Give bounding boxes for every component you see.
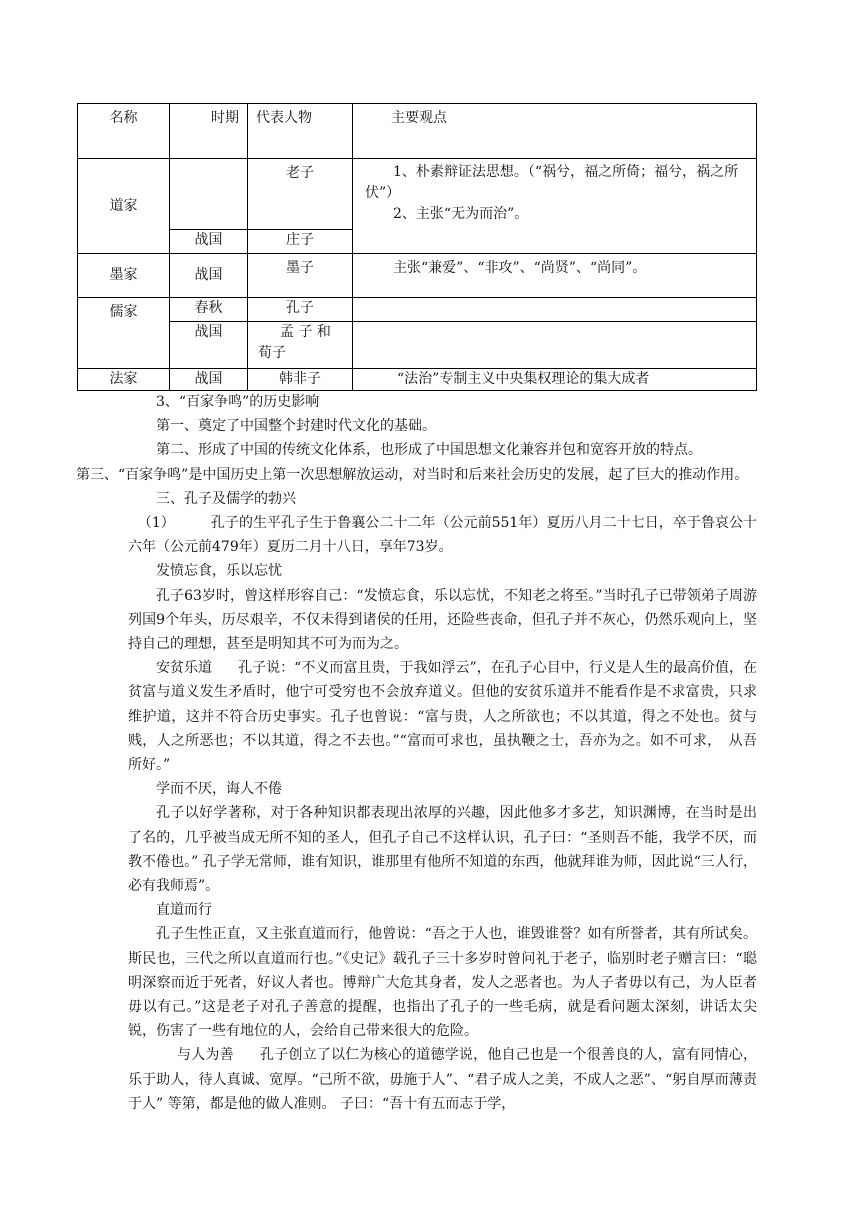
- school-daojia: 道家: [78, 159, 170, 254]
- school-mojia: 墨家: [78, 254, 170, 298]
- views-mengxun: [353, 322, 757, 369]
- views-mojia: 主张“兼爱”、“非攻”、“尚贤”、“尚同”。: [353, 254, 757, 298]
- paragraph: 孔子生性正直，又主张直道而行，他曾说：“吾之于人也，谁毁谁誉？如有所誉者，其有所试矣。斯民也，三代之所以直道而行也。”《史记》载孔子三十多岁时曾问礼于老子，临别时老子赠言曰：“聪明深察而近于死者，好议人者也。博辩广大危其身者，发人之恶者也。为人子者毋以有己，为人臣者毋以有己。”这是老子对孔子善意的提醒，也指出了孔子的一些毛病，就是看问题太深刻，讲话太尖锐，伤害了一些有地位的人，会给自己带来很大的危险。: [128, 926, 757, 1040]
- schools-table: [77, 103, 757, 391]
- view-dialectics: 1、朴素辩证法思想。（“祸兮，福之所倚；福兮，祸之所伏”）: [365, 164, 739, 201]
- subheading-inline: 安贫乐道: [156, 660, 213, 677]
- table-header-row: [78, 104, 757, 159]
- period-zhuangzi: 战国: [170, 230, 248, 254]
- views-fajia: “法治”专制主义中央集权理论的集大成者: [353, 369, 757, 391]
- views-daojia: [353, 159, 757, 254]
- figure-mengxun-line1: 孟 子 和: [280, 324, 331, 340]
- figure-kongzi: 孔子: [248, 298, 353, 322]
- paragraph: 第二、形成了中国的传统文化体系，也形成了中国思想文化兼容并包和宽容开放的特点。: [156, 442, 702, 459]
- figure-zhuangzi: 庄子: [248, 230, 353, 254]
- paragraph: 与人为善 孔子创立了以仁为核心的道德学说，他自己也是一个很善良的人，富有同情心，乐于助人，待人真诚、宽厚。“己所不欲，毋施于人”、“君子成人之美，不成人之恶”、“躬自厚而薄责于人” 等第，都是他的做人准则。 子曰：“吾十有五而志于学，: [128, 1047, 758, 1112]
- subheading: 直道而行: [156, 902, 212, 919]
- figure-hanfeizi: 韩非子: [248, 369, 353, 391]
- figure-mengxun-line2: 荀子: [258, 345, 286, 361]
- paragraph: 孔子以好学著称，对于各种知识都表现出浓厚的兴趣，因此他多才多艺，知识渊博，在当时是出了名的，几乎被当成无所不知的圣人，但孔子自己不这样认识，孔子曰：“圣则吾不能，我学不厌，而教不倦也。” 孔子学无常师，谁有知识，谁那里有他所不知道的东西，他就拜谁为师，因此说“三人行，必有我师焉”。: [128, 805, 757, 895]
- item-label: （1）: [137, 515, 175, 532]
- table-row: [78, 298, 757, 322]
- header-period: 时期: [170, 104, 248, 159]
- period-mengxun: 战国: [170, 322, 248, 369]
- table-row: [78, 369, 757, 391]
- period-mozi: 战国: [170, 254, 248, 298]
- subheading: 发愤忘食，乐以忘忧: [156, 563, 282, 580]
- paragraph: 孔子63岁时，曾这样形容自己：“发愤忘食，乐以忘忧，不知老之将至。”当时孔子已带领弟子周游列国9个年头，历尽艰辛，不仅未得到诸侯的任用，还险些丧命，但孔子并不灰心，仍然乐观向上，坚持自己的理想，甚至是明知其不可为而为之。: [128, 587, 757, 653]
- figure-mozi: 墨子: [248, 254, 353, 298]
- period-cell: [170, 159, 248, 230]
- subheading: 学而不厌，诲人不倦: [156, 781, 282, 798]
- period-kongzi: 春秋: [170, 298, 248, 322]
- school-rujia: 儒家: [78, 298, 170, 369]
- paragraph: 第三、“百家争鸣”是中国历史上第一次思想解放运动，对当时和后来社会历史的发展，起了巨大的推动作用。: [76, 466, 749, 483]
- body-text: [76, 390, 758, 1116]
- heading-influence: 3、“百家争鸣”的历史影响: [156, 394, 320, 410]
- header-figure: 代表人物: [248, 104, 353, 159]
- school-fajia: 法家: [78, 369, 170, 391]
- figure-laozi: 老子: [248, 159, 353, 230]
- table-row: [78, 254, 757, 298]
- paragraph: 安贫乐道 孔子说：“不义而富且贵，于我如浮云”，在孔子心目中，行义是人生的最高价值，在贫富与道义发生矛盾时，他宁可受穷也不会放弃道义。但他的安贫乐道并不能看作是不求富贵，只求维护道，这并不符合历史事实。孔子也曾说：“富与贵，人之所欲也；不以其道，得之不处也。贫与贱，人之所恶也；不以其道，得之不去也。”“富而可求也，虽执鞭之士，吾亦为之。如不可求， 从吾所好。”: [128, 660, 758, 774]
- subheading-inline: 与人为善: [177, 1047, 234, 1064]
- period-hanfeizi: 战国: [170, 369, 248, 391]
- view-wuwei: 2、主张“无为而治”。: [393, 206, 529, 222]
- figure-mengxun: [248, 322, 353, 369]
- table-row: [78, 159, 757, 230]
- table-row: [78, 322, 757, 369]
- paragraph: 第一、奠定了中国整个封建时代文化的基础。: [156, 418, 436, 435]
- paragraph-biography: （1） 孔子的生平孔子生于鲁襄公二十二年（公元前551年）夏历八月二十七日，卒于鲁哀公十六年（公元前479年）夏历二月十八日，享年73岁。: [128, 515, 757, 556]
- header-name: 名称: [78, 104, 170, 159]
- header-views: 主要观点: [353, 104, 757, 159]
- views-kongzi: [353, 298, 757, 322]
- heading-confucius: 三、孔子及儒学的勃兴: [156, 490, 296, 507]
